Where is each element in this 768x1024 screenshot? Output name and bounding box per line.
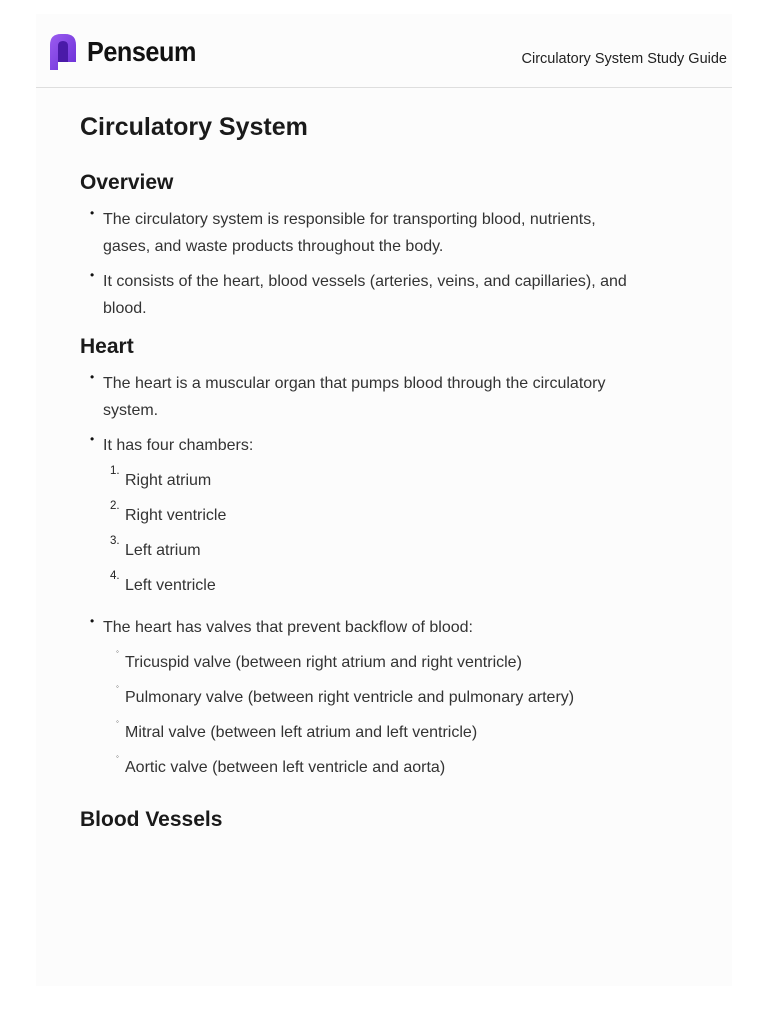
brand-name: Penseum	[87, 36, 196, 67]
circle-bullet-icon: ◦	[116, 647, 119, 656]
sub-list-item-text: Tricuspid valve (between right atrium and right ventricle)	[125, 654, 522, 671]
section-heading-overview: Overview	[80, 171, 174, 194]
bullet-icon: •	[90, 614, 95, 628]
sub-list-item	[103, 684, 640, 711]
chambers-list	[103, 467, 640, 599]
list-item	[80, 432, 640, 599]
item-number: 3.	[110, 535, 120, 547]
sub-list-item	[103, 719, 640, 746]
sub-list-item-text: Aortic valve (between left ventricle and aorta)	[125, 759, 446, 776]
sub-list-item-text: Mitral valve (between left atrium and left ventricle)	[125, 724, 478, 741]
item-number: 4.	[110, 570, 120, 582]
penseum-logo-icon	[48, 32, 78, 72]
numbered-item-text: Right ventricle	[125, 507, 227, 524]
numbered-item-text: Left ventricle	[125, 577, 216, 594]
numbered-item-text: Left atrium	[125, 542, 201, 559]
numbered-item	[103, 502, 640, 529]
list-item-text: It has four chambers:	[103, 437, 254, 454]
circle-bullet-icon: ◦	[116, 752, 119, 761]
bullet-icon: •	[90, 432, 95, 446]
item-number: 2.	[110, 500, 120, 512]
document-title: Circulatory System Study Guide	[521, 51, 727, 67]
circle-bullet-icon: ◦	[116, 717, 119, 726]
item-number: 1.	[110, 465, 120, 477]
sub-list-item	[103, 649, 640, 676]
numbered-item	[103, 467, 640, 494]
bullet-icon: •	[90, 206, 95, 220]
circle-bullet-icon: ◦	[116, 682, 119, 691]
list-item	[80, 268, 640, 322]
document-page	[36, 14, 732, 986]
numbered-item	[103, 572, 640, 599]
bullet-icon: •	[90, 370, 95, 384]
section-heading-blood-vessels: Blood Vessels	[80, 808, 223, 831]
sub-list-item-text: Pulmonary valve (between right ventricle and pulmonary artery)	[125, 689, 575, 706]
list-item-text: The circulatory system is responsible for transporting blood, nutrients, gases, and waste products throughout the body.	[103, 211, 596, 255]
list-item	[80, 206, 640, 260]
sub-list-item	[103, 754, 640, 781]
numbered-item-text: Right atrium	[125, 472, 212, 489]
numbered-item	[103, 537, 640, 564]
main-content	[80, 110, 640, 835]
list-item-text: The heart is a muscular organ that pumps blood through the circulatory system.	[103, 375, 606, 419]
page-header	[36, 14, 732, 88]
list-item-text: The heart has valves that prevent backflow of blood:	[103, 619, 473, 636]
bullet-icon: •	[90, 268, 95, 282]
list-item	[80, 614, 640, 781]
list-item-text: It consists of the heart, blood vessels (arteries, veins, and capillaries), and blood.	[103, 273, 627, 317]
overview-list	[80, 206, 640, 322]
heart-list	[80, 370, 640, 781]
list-item	[80, 370, 640, 424]
valves-list	[103, 649, 640, 781]
page-title: Circulatory System	[80, 113, 308, 141]
section-heading-heart: Heart	[80, 335, 134, 358]
brand-logo[interactable]	[48, 32, 208, 72]
